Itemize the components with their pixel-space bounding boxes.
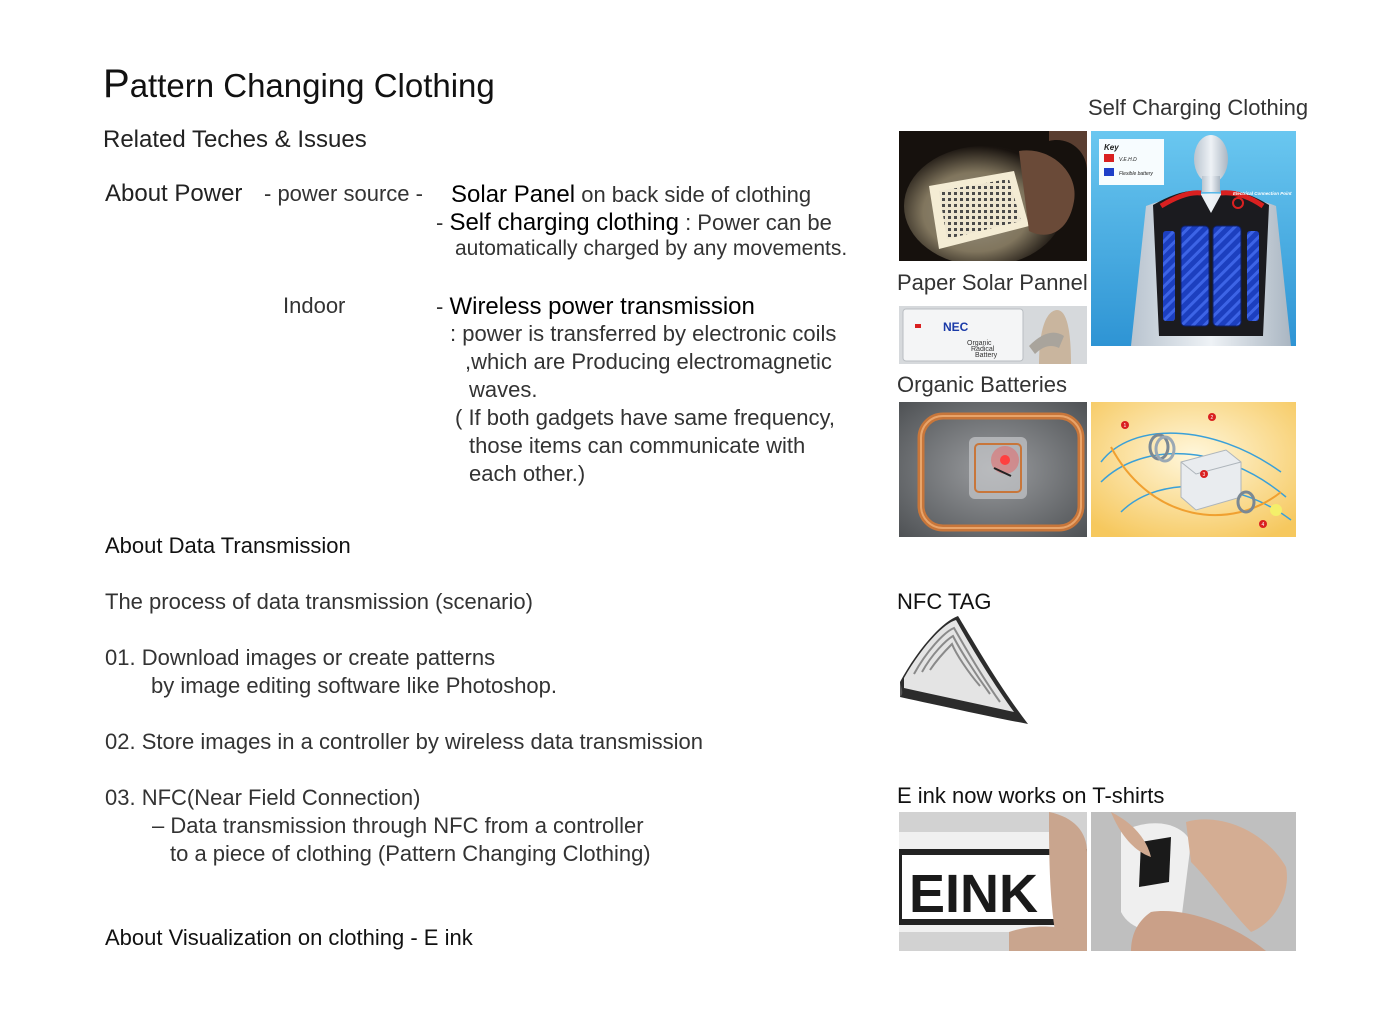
wireless-line (436, 293, 755, 321)
nec-line-2: Radical (971, 346, 995, 353)
wireless-desc-6: each other.) (469, 461, 586, 486)
vest-key-label-1: V.E.H.D (1119, 157, 1137, 163)
step-3-line3: to a piece of clothing (Pattern Changing Clothing) (170, 841, 651, 866)
nfc-tag-caption: NFC TAG (897, 589, 992, 614)
title-initial: P (103, 62, 130, 106)
power-heading: About Power (105, 180, 243, 207)
organic-batteries-caption: Organic Batteries (897, 372, 1067, 397)
self-charging-desc: : Power can be (685, 210, 832, 235)
power-source-label: - power source - (264, 181, 423, 206)
page-title (103, 62, 495, 107)
vest-key-title: Key (1104, 143, 1119, 152)
coil-marker-4: 4 (1261, 522, 1265, 528)
title-rest: attern Changing Clothing (129, 67, 495, 104)
nec-brand: NEC (943, 320, 969, 334)
step-1-line1: 01. Download images or create patterns (105, 645, 496, 670)
visualization-heading: About Visualization on clothing - E ink (105, 925, 473, 950)
data-transmission-heading: About Data Transmission (105, 533, 351, 558)
indoor-label: Indoor (283, 293, 346, 318)
self-charging-line (436, 209, 832, 237)
coil-marker-3: 3 (1202, 472, 1206, 478)
wireless-desc-4: ( If both gadgets have same frequency, (455, 405, 835, 430)
wireless-coil-image (899, 402, 1087, 537)
wireless-desc-1: : power is transferred by electronic coils (450, 321, 837, 346)
step-3-line2: – Data transmission through NFC from a controller (152, 813, 644, 838)
coil-marker-2: 2 (1210, 415, 1214, 421)
nfc-tag-image (896, 612, 1032, 730)
coil-marker-1: 1 (1123, 423, 1127, 429)
eink-caption: E ink now works on T-shirts (897, 783, 1165, 808)
self-charging-vest-image (1091, 131, 1296, 346)
step-1-line2: by image editing software like Photoshop. (151, 673, 558, 698)
wireless-desc-2: ,which are Producing electromagnetic (465, 349, 832, 374)
self-charging-term: Self charging clothing (449, 209, 679, 236)
self-charging-line2: automatically charged by any movements. (455, 237, 848, 260)
paper-solar-caption: Paper Solar Pannel (897, 270, 1088, 295)
self-charging-dash: - (436, 210, 444, 235)
eink-shirt-image-1 (899, 812, 1087, 951)
vest-key-label-2: Flexible battery (1119, 171, 1153, 177)
page-subtitle: Related Teches & Issues (103, 126, 367, 153)
nec-line-3: Battery (975, 352, 998, 359)
organic-battery-image (899, 306, 1087, 364)
wireless-dash: - (436, 294, 444, 319)
solar-panel-line (451, 181, 811, 209)
self-charging-caption: Self Charging Clothing (1088, 95, 1309, 120)
step-2: 02. Store images in a controller by wireless data transmission (105, 729, 703, 754)
process-title: The process of data transmission (scenario) (105, 589, 533, 614)
nec-line-1: Organic (967, 340, 992, 347)
paper-solar-panel-image (899, 131, 1087, 261)
solar-panel-term: Solar Panel (451, 181, 576, 208)
wireless-desc-5: those items can communicate with (469, 433, 806, 458)
wireless-term: Wireless power transmission (449, 293, 755, 320)
solar-panel-desc: on back side of clothing (581, 182, 812, 207)
eink-shirt-image-2 (1091, 812, 1296, 951)
eink-display-text: EINK (909, 864, 1039, 924)
vest-key-red-swatch (1104, 154, 1114, 162)
vest-connection-label: Electrical Connection Point (1233, 191, 1292, 196)
vest-key-blue-swatch (1104, 168, 1114, 176)
wireless-desc-3: waves. (469, 377, 538, 402)
induction-diagram-image (1091, 402, 1296, 537)
step-3-line1: 03. NFC(Near Field Connection) (105, 785, 421, 810)
